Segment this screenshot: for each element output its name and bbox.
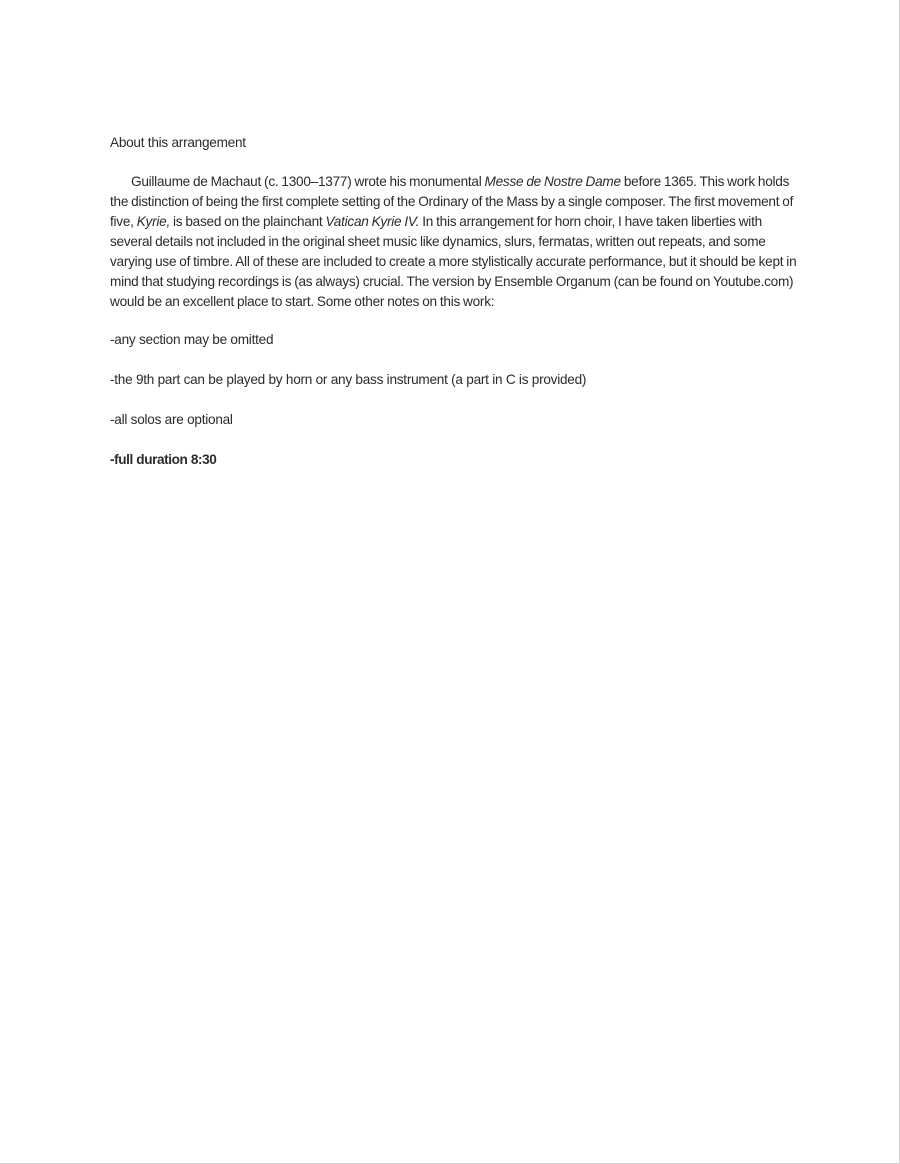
plainchant-title: Vatican Kyrie IV. — [325, 214, 420, 229]
section-heading: About this arrangement — [110, 135, 246, 150]
intro-paragraph — [110, 172, 800, 312]
movement-title: Kyrie, — [136, 214, 170, 229]
mass-title: Messe de Nostre Dame — [484, 174, 621, 189]
intro-text-3: is based on the plainchant — [169, 214, 326, 229]
document-body — [110, 133, 800, 490]
intro-text-4: In this arrangement for horn choir, I have taken liberties with several details not included in the original sheet music like dynamics, slurs, fermatas, written out repeats, and some varying use of timbre. All of these are included to create a more stylistically accurate performance, but it should be kept in mind that studying recordings is (as always) crucial. The version by Ensemble Organum (can be found on Youtube.com) would be an excellent place to start. Some other notes on this work: — [110, 214, 797, 309]
note-item: -all solos are optional — [110, 412, 233, 427]
duration-note: -full duration 8:30 — [110, 452, 217, 467]
intro-text-2: before 1365. This work holds the distinction of being the first complete setting of the Ordinary of the Mass by a single composer. The first movement of five, — [110, 174, 794, 229]
note-item: -the 9th part can be played by horn or any bass instrument (a part in C is provided) — [110, 372, 587, 387]
note-item: -any section may be omitted — [110, 332, 274, 347]
intro-text-1: Guillaume de Machaut (c. 1300–1377) wrote his monumental — [131, 174, 485, 189]
